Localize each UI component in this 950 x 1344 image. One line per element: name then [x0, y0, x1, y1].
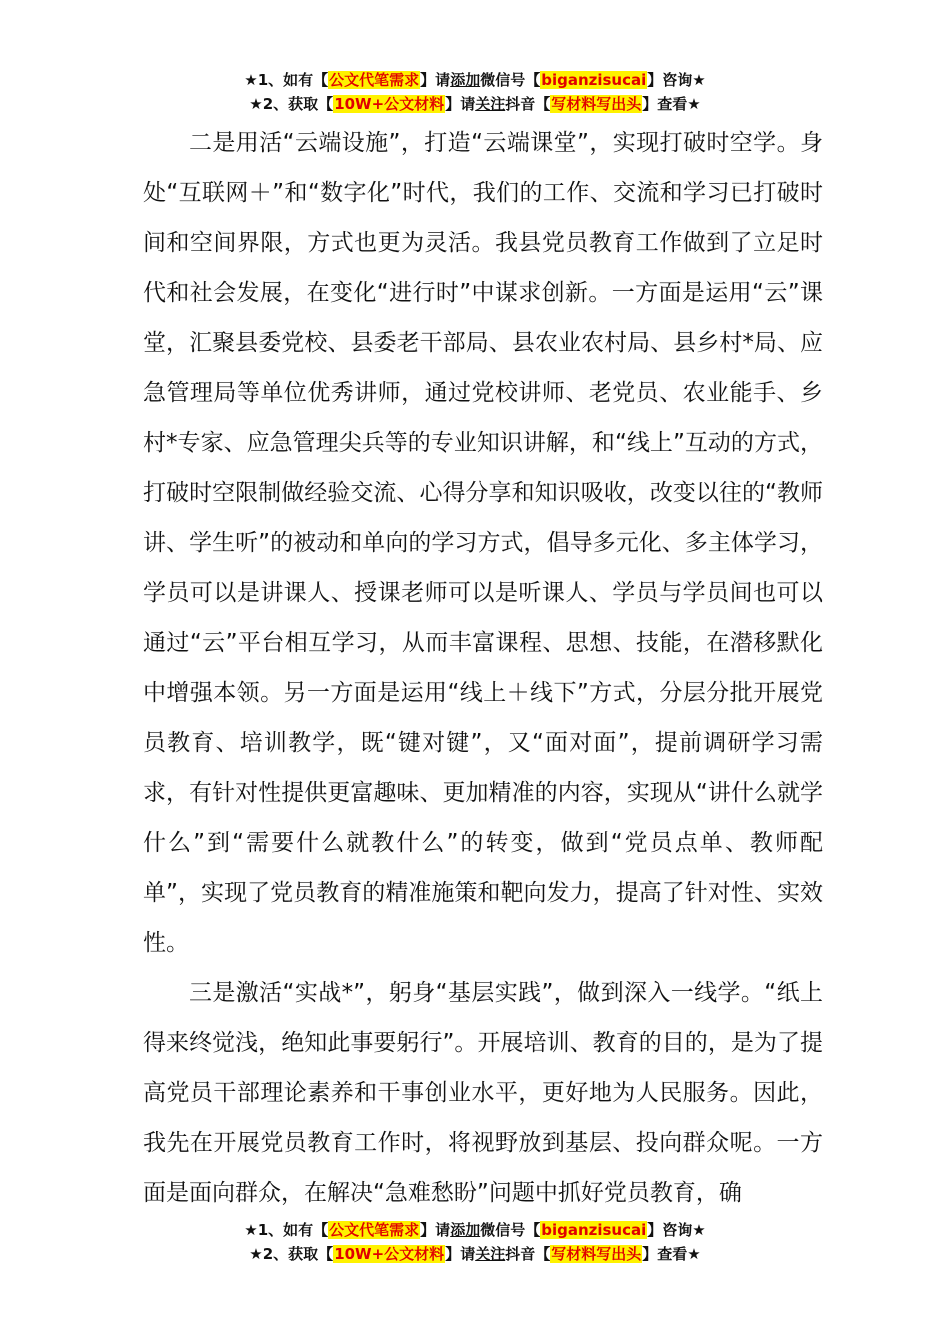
header-line-2-suffix: 】查看★ [642, 95, 701, 113]
header-highlight-materials: 10W+公文材料 [334, 95, 445, 113]
footer-line-1-mid: 】请 [420, 1221, 451, 1239]
header-line-1 [0, 68, 950, 92]
header-emphasis-add: 添加 [450, 71, 481, 89]
footer-highlight-wechat-id: biganzisucai [541, 1221, 647, 1239]
body-paragraph-1: 二是用活“云端设施”，打造“云端课堂”，实现打破时空学。身处“互联网＋”和“数字化”时代，我们的工作、交流和学习已打破时间和空间界限，方式也更为灵活。我县党员教育工作做到了立足时代和社会发展，在变化“进行时”中谋求创新。一方面是运用“云”课堂，汇聚县委党校、县委老干部局、县农业农村局、县乡村*局、应急管理局等单位优秀讲师，通过党校讲师、老党员、农业能手、乡村*专家、应急管理尖兵等的专业知识讲解，和“线上”互动的方式，打破时空限制做经验交流、心得分享和知识吸收，改变以往的“教师讲、学生听”的被动和单向的学习方式，倡导多元化、多主体学习，学员可以是讲课人、授课老师可以是听课人、学员与学员间也可以通过“云”平台相互学习，从而丰富课程、思想、技能，在潜移默化中增强本领。另一方面是运用“线上＋线下”方式，分层分批开展党员教育、培训教学，既“键对键”，又“面对面”，提前调研学习需求，有针对性提供更富趣味、更加精准的内容，实现从“讲什么就学什么”到“需要什么就教什么”的转变，做到“党员点单、教师配单”，实现了党员教育的精准施策和靶向发力，提高了针对性、实效性。 [143, 130, 823, 956]
footer-highlight-service: 公文代笔需求 [329, 1221, 420, 1239]
footer-highlight-materials: 10W+公文材料 [334, 1245, 445, 1263]
footer-line-2 [0, 1242, 950, 1266]
footer-line-1-suffix: 】咨询★ [647, 1221, 706, 1239]
footer-line-1 [0, 1218, 950, 1242]
document-body [143, 118, 823, 1218]
header-line-1-suffix: 】咨询★ [647, 71, 706, 89]
footer-line-1-mid2: 微信号【 [480, 1221, 541, 1239]
header-highlight-douyin: 写材料写出头 [551, 95, 642, 113]
footer-line-2-suffix: 】查看★ [642, 1245, 701, 1263]
footer-line-2-mid: 】请 [445, 1245, 476, 1263]
header-emphasis-follow: 关注 [475, 95, 506, 113]
header-line-2-mid: 】请 [445, 95, 476, 113]
footer-line-1-prefix: ★1、如有【 [244, 1221, 329, 1239]
body-paragraph-2: 三是激活“实战*”，躬身“基层实践”，做到深入一线学。“纸上得来终觉浅，绝知此事要躬行”。开展培训、教育的目的，是为了提高党员干部理论素养和干事创业水平，更好地为人民服务。因此，我先在开展党员教育工作时，将视野放到基层、投向群众呢。一方面是面向群众，在解决“急难愁盼”问题中抓好党员教育，确 [143, 980, 823, 1206]
header-line-1-mid2: 微信号【 [480, 71, 541, 89]
header-line-2-mid2: 抖音【 [505, 95, 551, 113]
footer-line-2-prefix: ★2、获取【 [249, 1245, 334, 1263]
header-line-2 [0, 92, 950, 116]
footer-line-2-mid2: 抖音【 [505, 1245, 551, 1263]
footer-banner [0, 1218, 950, 1266]
footer-emphasis-follow: 关注 [475, 1245, 506, 1263]
header-line-2-prefix: ★2、获取【 [249, 95, 334, 113]
header-line-1-mid: 】请 [420, 71, 451, 89]
header-banner [0, 68, 950, 116]
header-highlight-wechat-id: biganzisucai [541, 71, 647, 89]
header-line-1-prefix: ★1、如有【 [244, 71, 329, 89]
footer-highlight-douyin: 写材料写出头 [551, 1245, 642, 1263]
footer-emphasis-add: 添加 [450, 1221, 481, 1239]
header-highlight-service: 公文代笔需求 [329, 71, 420, 89]
